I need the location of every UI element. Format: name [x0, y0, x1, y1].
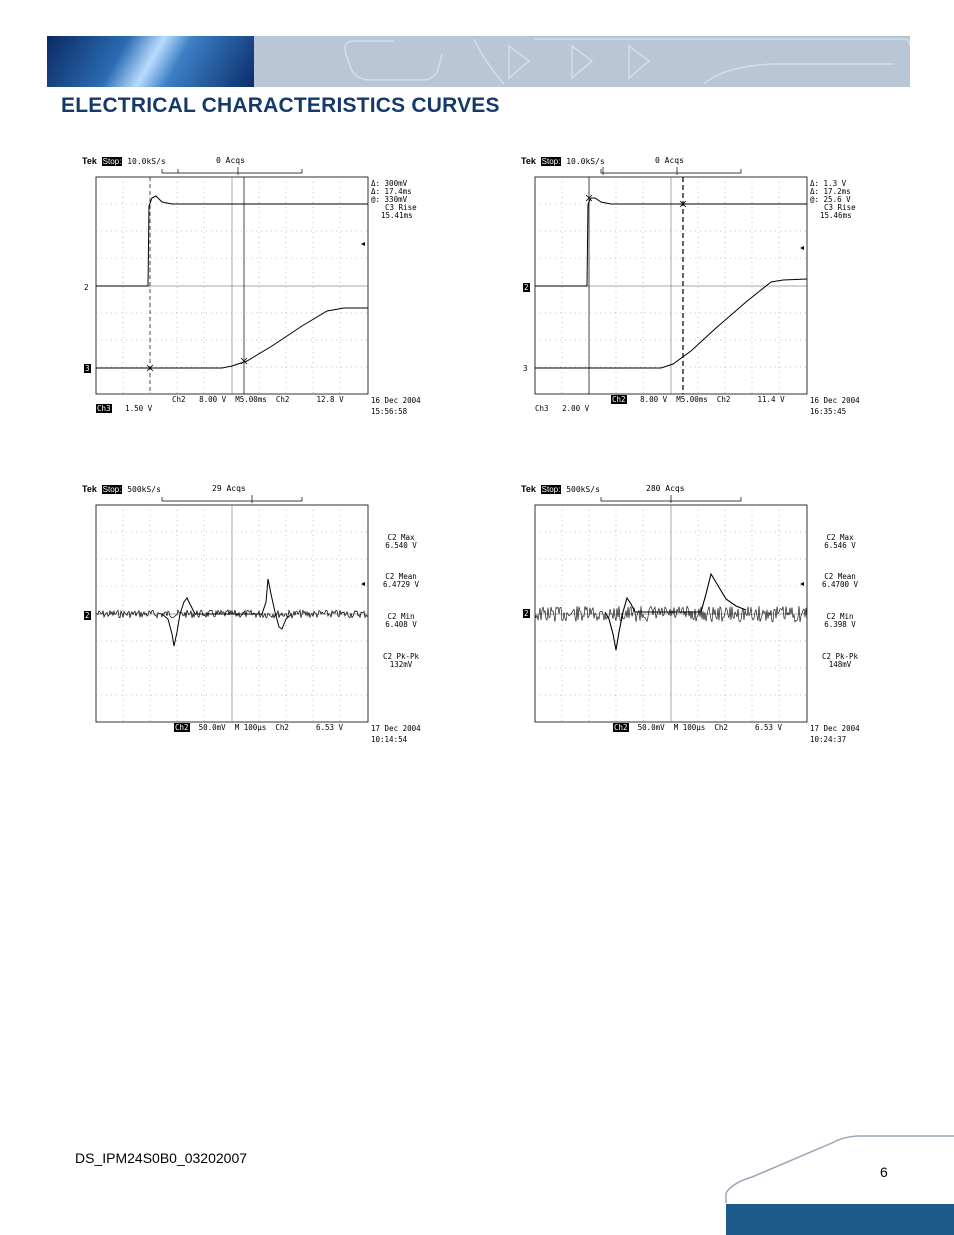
tek-brand: Tek	[521, 484, 536, 494]
measurement-mean: C2 Mean 6.4700 V	[821, 572, 859, 589]
ch3-settings: Ch3 2.00 V	[535, 404, 590, 413]
page-number: 6	[880, 1164, 888, 1180]
acquisition-count: 280 Acqs	[646, 484, 685, 493]
acquisition-count: 29 Acqs	[212, 484, 246, 493]
tek-brand: Tek	[521, 156, 536, 166]
bottom-settings: Ch2 8.00 V M5.00ms Ch2 12.8 V	[172, 395, 344, 404]
measurement-mean: C2 Mean 6.4729 V	[382, 572, 420, 589]
ch3-marker: 3	[85, 364, 90, 373]
record-bar	[601, 167, 741, 175]
stop-badge: Stop:	[102, 157, 122, 166]
scope-capture-2	[521, 156, 871, 426]
measurement-pk-pk: C2 Pk-Pk 148mV	[821, 652, 859, 669]
scope-capture-4	[521, 484, 871, 754]
header-decoration	[254, 36, 910, 87]
acquisition-count: 0 Acqs	[216, 156, 245, 165]
record-bar	[162, 167, 302, 175]
measurement-max: C2 Max 6.546 V	[824, 533, 856, 550]
sample-rate: 500kS/s	[566, 485, 600, 494]
stop-badge: Stop:	[102, 485, 122, 494]
cursor-readout: Δ: 300mV Δ: 17.4ms @: 330mV C3 Rise 15.41ms	[371, 179, 417, 220]
measurement-pk-pk: C2 Pk-Pk 132mV	[382, 652, 420, 669]
ch2-marker: 2	[524, 609, 529, 618]
ch3-marker: 3	[523, 364, 528, 373]
ch2-marker: 2	[85, 611, 90, 620]
tek-brand: Tek	[82, 484, 97, 494]
ch2-marker: 2	[84, 283, 89, 292]
cursor-readout: Δ: 1.3 V Δ: 17.2ms @: 25.6 V C3 Rise 15.46ms	[810, 179, 856, 220]
stop-badge: Stop:	[541, 485, 561, 494]
sample-rate: 10.0kS/s	[566, 157, 605, 166]
measurement-min: C2 Min 6.398 V	[824, 612, 856, 629]
scope-capture-1	[82, 156, 432, 426]
page-title: ELECTRICAL CHARACTERISTICS CURVES	[61, 94, 500, 117]
measurement-max: C2 Max 6.540 V	[385, 533, 417, 550]
acquisition-count: 0 Acqs	[655, 156, 684, 165]
timestamp: 16 Dec 2004 15:56:58	[371, 396, 421, 416]
tek-brand: Tek	[82, 156, 97, 166]
bottom-settings: Ch2 50.0mV M 100µs Ch2 6.53 V	[614, 723, 783, 732]
record-bar	[601, 495, 741, 503]
timestamp: 17 Dec 2004 10:14:54	[371, 724, 421, 744]
record-bar	[162, 495, 302, 503]
header-banner	[47, 36, 910, 87]
timestamp: 17 Dec 2004 10:24:37	[810, 724, 860, 744]
footer-decoration	[722, 1133, 954, 1235]
bottom-settings: Ch2 50.0mV M 100µs Ch2 6.53 V	[175, 723, 344, 732]
stop-badge: Stop:	[541, 157, 561, 166]
document-id: DS_IPM24S0B0_03202007	[75, 1150, 248, 1166]
sample-rate: 500kS/s	[127, 485, 161, 494]
measurement-min: C2 Min 6.408 V	[385, 612, 417, 629]
footer-bar	[726, 1204, 954, 1235]
timestamp: 16 Dec 2004 16:35:45	[810, 396, 860, 416]
scope-capture-3	[82, 484, 432, 754]
ch2-marker: 2	[524, 283, 529, 292]
ch3-settings: Ch3 1.50 V	[97, 404, 153, 413]
bottom-settings: Ch2 8.00 V M5.00ms Ch2 11.4 V	[612, 395, 785, 404]
sample-rate: 10.0kS/s	[127, 157, 166, 166]
header-photo	[47, 36, 254, 87]
